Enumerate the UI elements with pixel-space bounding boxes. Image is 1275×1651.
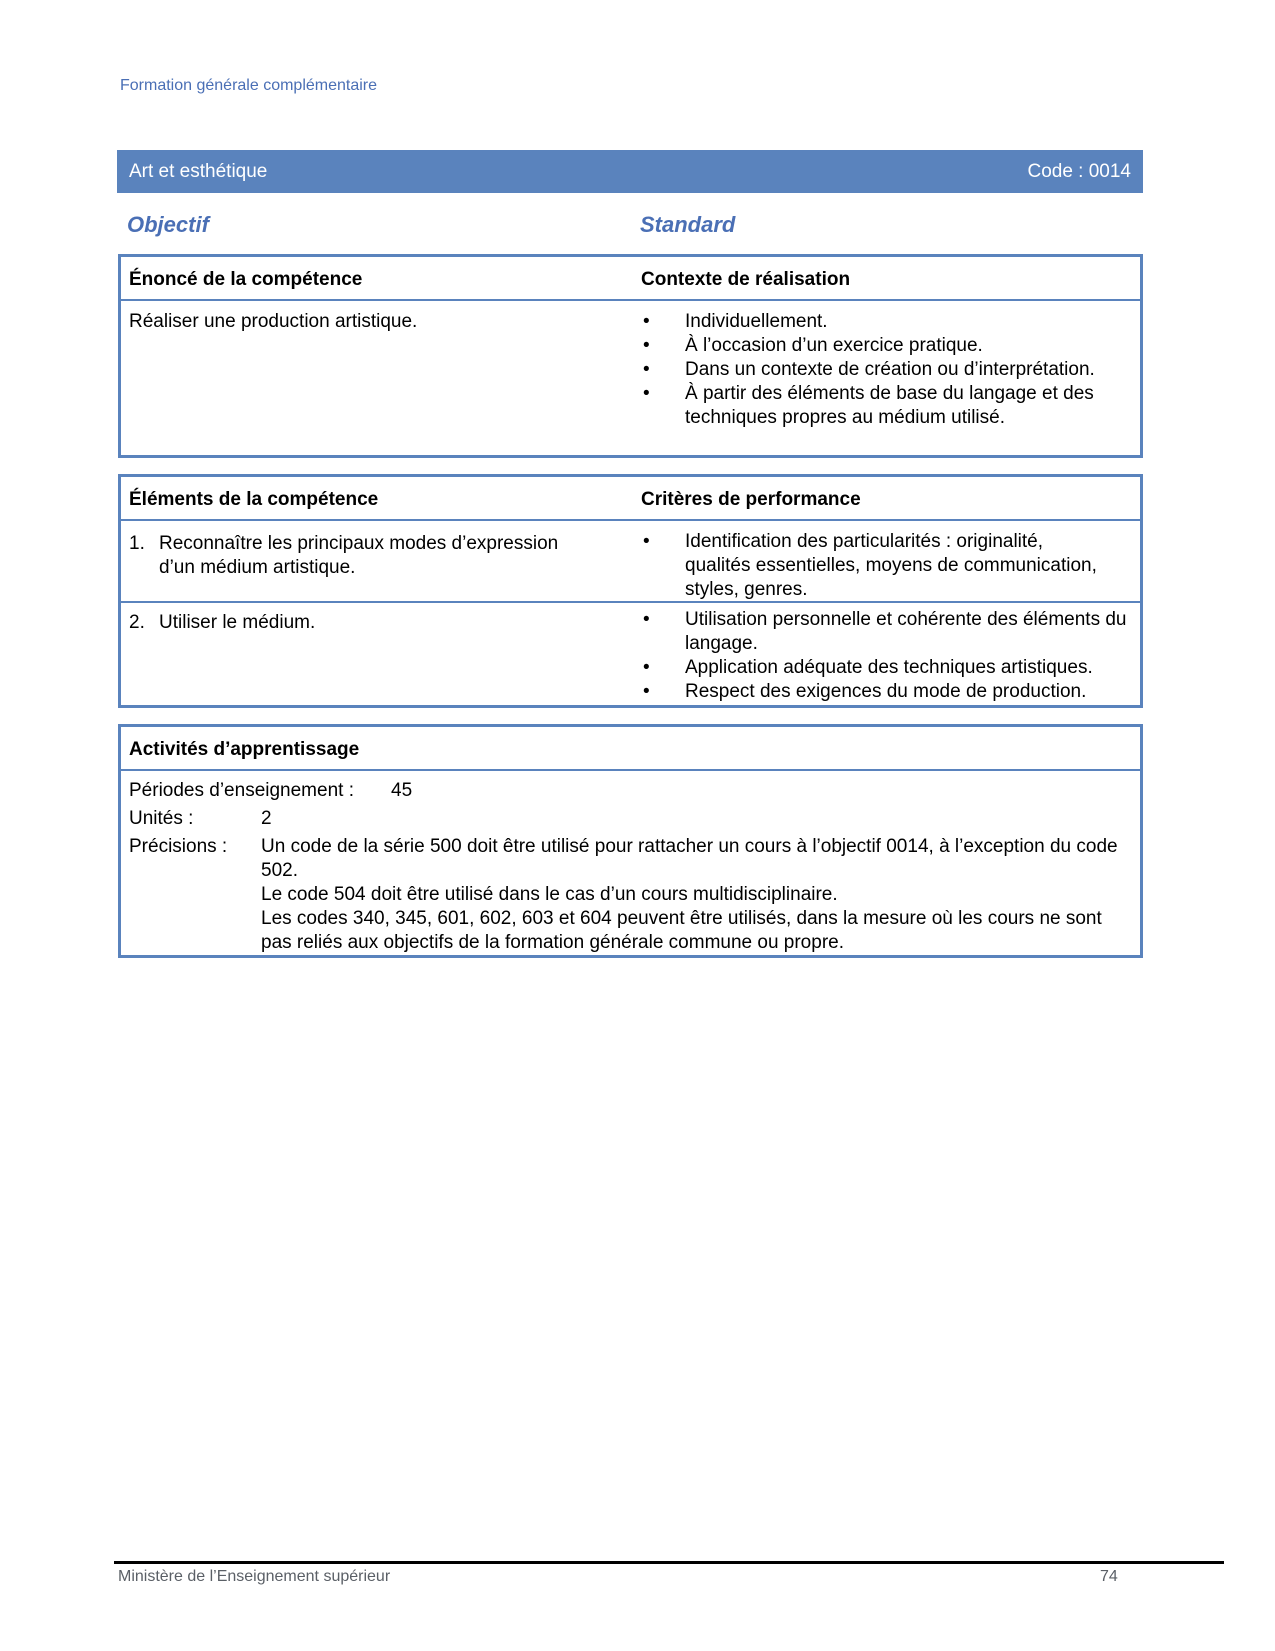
element-text: Reconnaître les principaux modes d’expression d’un médium artistique. bbox=[159, 533, 559, 578]
elements-heading: Éléments de la compétence bbox=[129, 489, 379, 510]
objectif-heading: Objectif bbox=[127, 212, 209, 237]
page-number: 74 bbox=[1100, 1568, 1118, 1585]
list-item: • Individuellement. bbox=[641, 310, 1131, 334]
competence-statement-table bbox=[118, 254, 1143, 458]
subject-title: Art et esthétique bbox=[129, 161, 268, 182]
table-header-row bbox=[121, 257, 1140, 301]
list-item: • À l’occasion d’un exercice pratique. bbox=[641, 334, 1131, 358]
criteria-list bbox=[641, 530, 1101, 602]
document-header: Formation générale complémentaire bbox=[120, 77, 378, 94]
contexte-list bbox=[641, 310, 1131, 430]
list-item: • Utilisation personnelle et cohérente des éléments du langage. bbox=[641, 608, 1133, 656]
unites-label: Unités : bbox=[129, 808, 194, 829]
list-item: • Respect des exigences du mode de production. bbox=[641, 680, 1133, 704]
row-divider bbox=[121, 601, 1140, 603]
periodes-value: 45 bbox=[391, 780, 413, 801]
element-number: 2. bbox=[129, 612, 145, 633]
subject-title-bar bbox=[117, 150, 1143, 193]
precisions-block bbox=[261, 835, 1121, 955]
precisions-label: Précisions : bbox=[129, 836, 228, 857]
list-item: • Application adéquate des techniques artistiques. bbox=[641, 656, 1133, 680]
table-header-row bbox=[121, 727, 1140, 771]
precision-item: Le code 504 doit être utilisé dans le cas d’un cours multidisciplinaire. bbox=[261, 884, 838, 905]
list-item: • Dans un contexte de création ou d’interprétation. bbox=[641, 358, 1131, 382]
element-number: 1. bbox=[129, 533, 145, 554]
table-header-row bbox=[121, 477, 1140, 521]
enonce-heading: Énoncé de la compétence bbox=[129, 269, 363, 290]
footer-ministry: Ministère de l’Enseignement supérieur bbox=[118, 1568, 391, 1585]
precision-item: Un code de la série 500 doit être utilisé pour rattacher un cours à l’objectif 0014, à l’exception du code 502. bbox=[261, 836, 1118, 881]
element-text: Utiliser le médium. bbox=[159, 612, 316, 633]
competence-statement: Réaliser une production artistique. bbox=[129, 311, 418, 332]
standard-heading: Standard bbox=[640, 212, 736, 237]
criteres-heading: Critères de performance bbox=[641, 489, 861, 510]
list-item: • À partir des éléments de base du langage et des techniques propres au médium utilisé. bbox=[641, 382, 1131, 430]
criteria-list bbox=[641, 608, 1133, 704]
activites-heading: Activités d’apprentissage bbox=[129, 739, 360, 760]
subject-code: Code : 0014 bbox=[1027, 161, 1131, 182]
list-item: • Identification des particularités : originalité, qualités essentielles, moyens de communication, styles, genres. bbox=[641, 530, 1101, 602]
unites-value: 2 bbox=[261, 808, 272, 829]
learning-activities-table bbox=[118, 724, 1143, 958]
elements-table bbox=[118, 474, 1143, 708]
contexte-heading: Contexte de réalisation bbox=[641, 269, 851, 290]
periodes-label: Périodes d’enseignement : bbox=[129, 780, 354, 801]
precision-item: Les codes 340, 345, 601, 602, 603 et 604 peuvent être utilisés, dans la mesure où les cours ne sont pas reliés aux objectifs de la formation générale commune ou propre. bbox=[261, 908, 1102, 953]
footer-rule bbox=[114, 1561, 1224, 1564]
